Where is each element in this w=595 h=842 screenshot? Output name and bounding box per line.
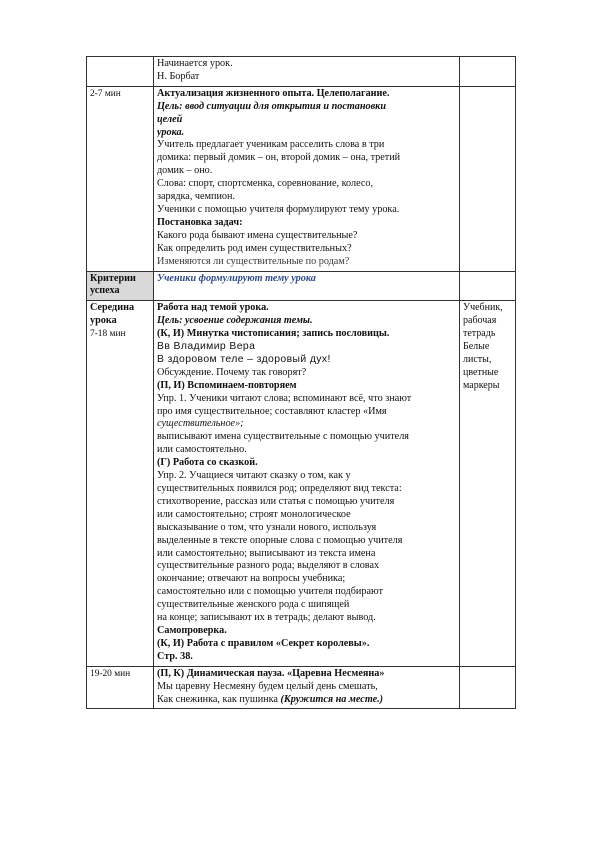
question-line: Изменяются ли существительные по родам? — [157, 255, 350, 267]
resources-cell — [460, 86, 516, 271]
task-heading: (К, И) Минутка чистописания; запись пословицы. — [157, 328, 390, 340]
text-line: окончание; отвечают на вопросы учебника; — [157, 573, 346, 585]
table-row — [87, 301, 516, 666]
time-label: 7-18 мин — [90, 329, 126, 340]
text-line: или самостоятельно. — [157, 444, 247, 456]
handwriting-line: Вв Владимир Вера — [157, 341, 256, 353]
text-line: Ученики с помощью учителя формулируют тему урока. — [157, 203, 400, 215]
time-label: 2-7 мин — [90, 88, 121, 99]
criteria-text: Ученики формулируют тему урока — [157, 272, 316, 284]
question-line: Как определить род имен существительных? — [157, 242, 352, 254]
text-line: Слова: спорт, спортсменка, соревнование, колесо, — [157, 178, 374, 190]
time-cell — [87, 666, 154, 709]
goal-line: Цель: усвоение содержания темы. — [157, 315, 313, 327]
stage-direction: (Кружится на месте.) — [280, 693, 384, 705]
text-line: Упр. 2. Учащиеся читают сказку о том, как у — [157, 470, 351, 482]
task-heading: (П, И) Вспоминаем-повторяем — [157, 379, 297, 391]
activity-cell — [154, 86, 460, 271]
text-line — [157, 694, 456, 707]
task-heading: (К, И) Работа с правилом «Секрет королевы». — [157, 637, 370, 649]
resources-text: Учебник, рабочая тетрадь Белые листы, цветные маркеры — [463, 302, 503, 391]
section-heading: Постановка задач: — [157, 216, 243, 228]
activity-cell — [154, 301, 460, 666]
activity-cell — [154, 57, 460, 87]
resources-cell — [460, 301, 516, 666]
task-heading: Самопроверка. — [157, 624, 227, 636]
text-line: домик – оно. — [157, 165, 213, 177]
text-line: существительное»; — [157, 418, 244, 430]
table-row — [87, 666, 516, 709]
text-line: Упр. 1. Ученики читают слова; вспоминают всё, что знают — [157, 392, 412, 404]
criteria-cell — [154, 271, 460, 301]
text-line: выделенные в тексте опорные слова с помощью учителя — [157, 534, 403, 546]
goal-line: Цель: ввод ситуации для открытия и постановки — [157, 100, 387, 112]
text-line: существительных появился род; определяют вид текста: — [157, 483, 402, 494]
text-line: Учитель предлагает ученикам расселить слова в три — [157, 139, 385, 151]
text-line: зарядка, чемпион. — [157, 191, 236, 203]
time-label: 19-20 мин — [90, 668, 131, 679]
table-row — [87, 86, 516, 271]
stage-cell — [87, 301, 154, 666]
task-heading: (Г) Работа со сказкой. — [157, 457, 258, 469]
text-line: на конце; записывают их в тетрадь; делают вывод. — [157, 612, 376, 624]
activity-cell — [154, 666, 460, 709]
text-line: Начинается урок. — [157, 58, 233, 69]
section-heading: (П, К) Динамическая пауза. «Царевна Несмеяна» — [157, 667, 385, 679]
text-line: стихотворение, рассказ или статья с помощью учителя — [157, 495, 395, 507]
table-row — [87, 271, 516, 301]
text-line: существительные женского рода с шипящей — [157, 599, 350, 611]
section-heading: Работа над темой урока. — [157, 302, 269, 314]
resources-cell — [460, 666, 516, 709]
lesson-plan-table — [86, 56, 516, 709]
criteria-label: Критерии успеха — [90, 272, 136, 297]
text-line: или самостоятельно; строят монологическое — [157, 508, 351, 520]
text-line: самостоятельно или с помощью учителя подбирают — [157, 586, 383, 598]
text-line: существительные разного рода; выделяют в словах — [157, 560, 380, 572]
resources-cell — [460, 271, 516, 301]
time-cell — [87, 86, 154, 271]
text-line: Мы царевну Несмеяну будем целый день смешать, — [157, 680, 378, 692]
criteria-label-cell — [87, 271, 154, 301]
text-line: выписывают имена существительные с помощью учителя — [157, 431, 409, 443]
stage-label: Середина урока — [90, 302, 135, 327]
text-fragment: Как снежинка, как пушинка — [157, 693, 281, 705]
resources-cell — [460, 57, 516, 87]
time-cell — [87, 57, 154, 87]
table-row — [87, 57, 516, 87]
section-heading: Актуализация жизненного опыта. Целеполагание. — [157, 87, 390, 99]
text-line: домика: первый домик – он, второй домик – она, третий — [157, 152, 401, 164]
page-reference: Стр. 38. — [157, 650, 193, 662]
goal-line: целей — [157, 113, 183, 125]
text-line: высказывание о том, что узнали нового, используя — [157, 521, 377, 533]
proverb-line: В здоровом теле – здоровый дух! — [157, 353, 331, 365]
goal-line: урока. — [157, 126, 185, 138]
text-line: про имя существительное; составляют кластер «Имя — [157, 405, 387, 417]
text-line: Н. Борбат — [157, 70, 200, 82]
text-line: Обсуждение. Почему так говорят? — [157, 366, 307, 378]
question-line: Какого рода бывают имена существительные? — [157, 229, 358, 241]
text-line: или самостоятельно; выписывают из текста имена — [157, 547, 376, 559]
